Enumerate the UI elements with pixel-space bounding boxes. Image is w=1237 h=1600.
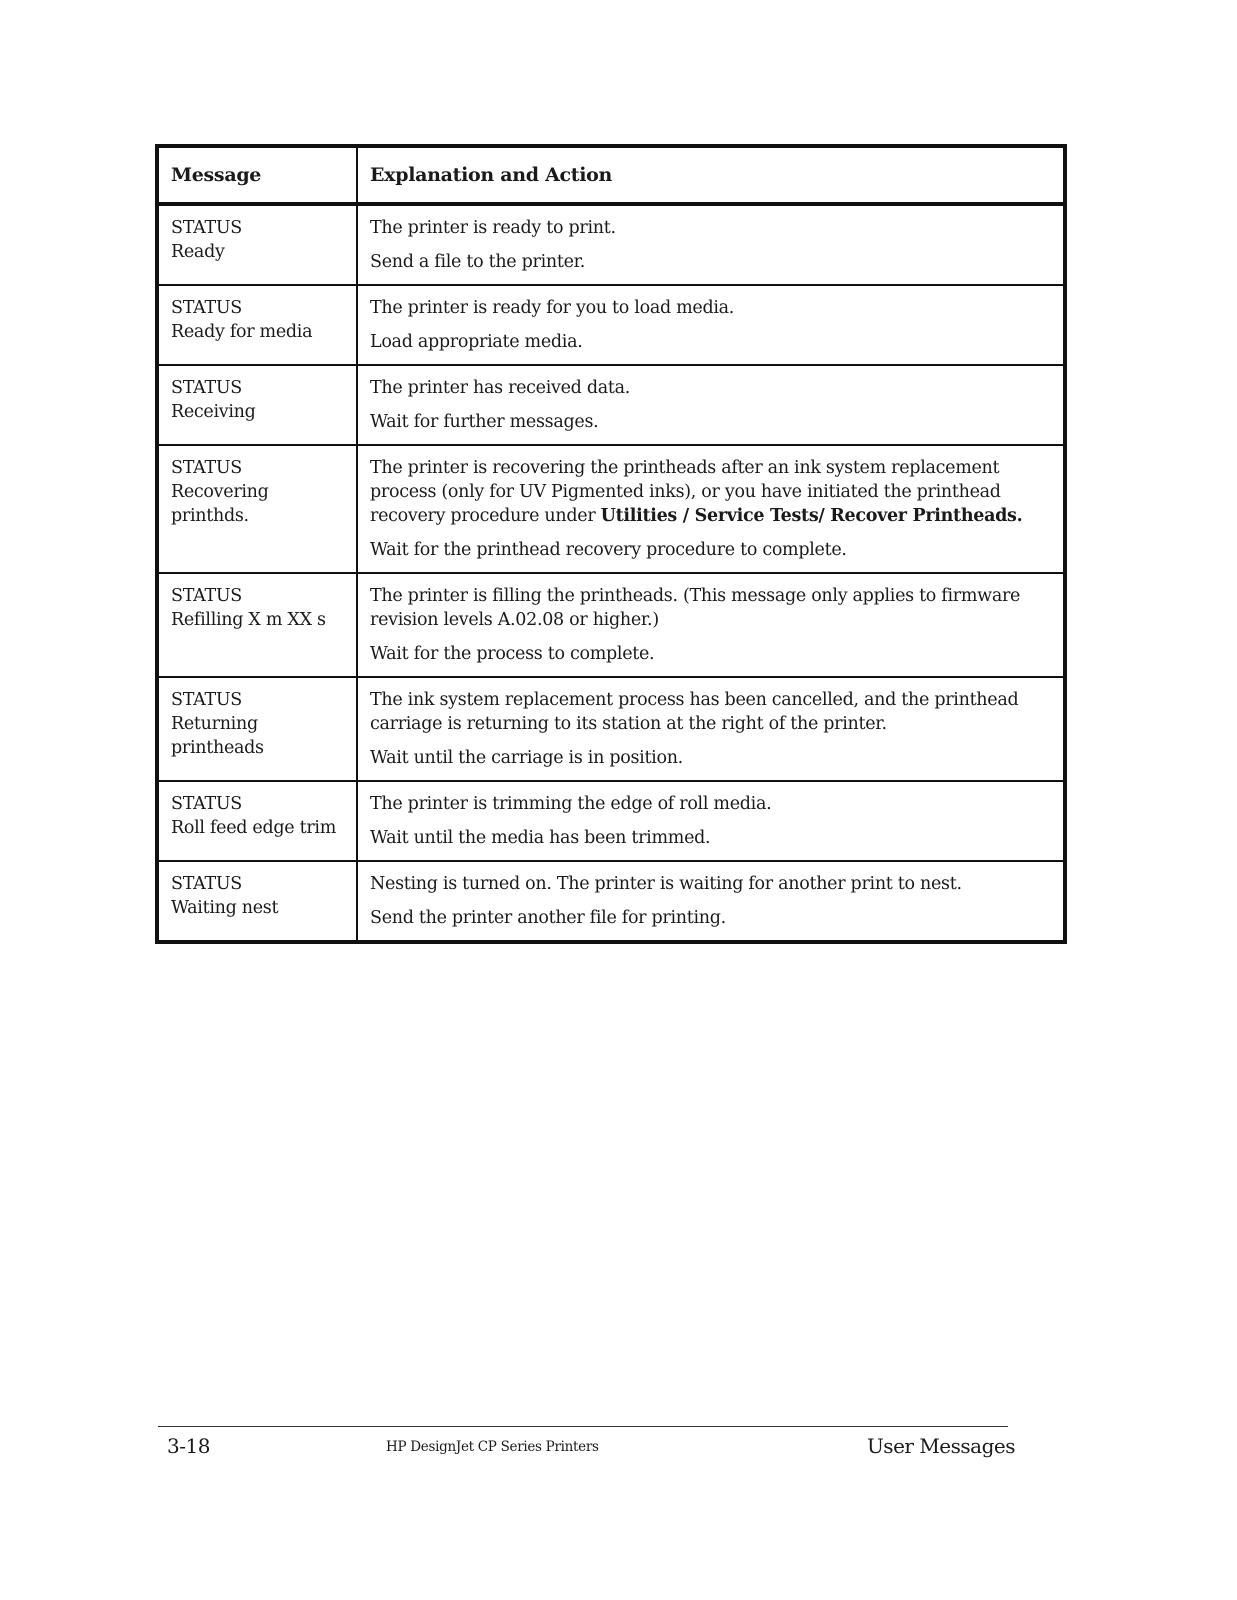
message-cell bbox=[157, 204, 357, 285]
table-row bbox=[157, 573, 1065, 677]
explanation-cell bbox=[357, 861, 1065, 942]
explanation-text: The printer has received data. bbox=[370, 378, 631, 398]
message-text: Ready bbox=[171, 242, 225, 262]
explanation-cell bbox=[357, 365, 1065, 445]
action-text: Wait for the printhead recovery procedure to complete. bbox=[370, 540, 847, 560]
message-cell bbox=[157, 285, 357, 365]
footer-divider bbox=[158, 1426, 1008, 1427]
explanation-text: The printer is recovering the printheads after an ink system replacement process (only for UV Pigmented inks), or you have initiated the printhead recovery procedure under bbox=[370, 458, 1001, 526]
explanation-text: The printer is ready to print. bbox=[370, 218, 616, 238]
table-row bbox=[157, 204, 1065, 285]
action-text: Load appropriate media. bbox=[370, 332, 583, 352]
explanation-paragraph bbox=[370, 456, 1051, 528]
explanation-text: The printer is ready for you to load media. bbox=[370, 298, 735, 318]
message-text: Ready for media bbox=[171, 322, 313, 342]
table-row bbox=[157, 781, 1065, 861]
action-text: Send a file to the printer. bbox=[370, 252, 586, 272]
status-label: STATUS bbox=[171, 378, 242, 398]
explanation-cell bbox=[357, 573, 1065, 677]
action-text: Wait for the process to complete. bbox=[370, 644, 655, 664]
section-title: User Messages bbox=[866, 1434, 1015, 1458]
explanation-text: The printer is trimming the edge of roll media. bbox=[370, 794, 772, 814]
status-label: STATUS bbox=[171, 794, 242, 814]
explanation-text: Nesting is turned on. The printer is waiting for another print to nest. bbox=[370, 874, 962, 894]
explanation-text: The ink system replacement process has been cancelled, and the printhead carriage is returning to its station at the right of the printer. bbox=[370, 690, 1019, 734]
message-cell bbox=[157, 365, 357, 445]
status-label: STATUS bbox=[171, 874, 242, 894]
status-label: STATUS bbox=[171, 298, 242, 318]
status-label: STATUS bbox=[171, 218, 242, 238]
message-cell bbox=[157, 677, 357, 781]
product-name: HP DesignJet CP Series Printers bbox=[386, 1439, 599, 1455]
explanation-cell bbox=[357, 781, 1065, 861]
table-row bbox=[157, 285, 1065, 365]
table-row bbox=[157, 677, 1065, 781]
explanation-cell bbox=[357, 445, 1065, 573]
status-label: STATUS bbox=[171, 690, 242, 710]
action-text: Wait until the media has been trimmed. bbox=[370, 828, 711, 848]
message-text: Receiving bbox=[171, 402, 256, 422]
action-text: Send the printer another file for printing. bbox=[370, 908, 726, 928]
table-row bbox=[157, 365, 1065, 445]
message-text: Recovering printhds. bbox=[171, 482, 269, 526]
explanation-cell bbox=[357, 204, 1065, 285]
action-text: Wait for further messages. bbox=[370, 412, 599, 432]
action-text: Wait until the carriage is in position. bbox=[370, 748, 683, 768]
message-text: Returning printheads bbox=[171, 714, 264, 758]
menu-path: Utilities / Service Tests/ Recover Printheads. bbox=[600, 506, 1023, 526]
status-label: STATUS bbox=[171, 458, 242, 478]
table-header-row bbox=[157, 146, 1065, 204]
message-text: Waiting nest bbox=[171, 898, 279, 918]
message-text: Refilling X m XX s bbox=[171, 610, 326, 630]
status-label: STATUS bbox=[171, 586, 242, 606]
page-number: 3-18 bbox=[167, 1434, 210, 1458]
header-explanation: Explanation and Action bbox=[357, 146, 1065, 204]
explanation-cell bbox=[357, 285, 1065, 365]
explanation-text: The printer is filling the printheads. (This message only applies to firmware revision levels A.02.08 or higher.) bbox=[370, 586, 1021, 630]
explanation-cell bbox=[357, 677, 1065, 781]
header-message: Message bbox=[157, 146, 357, 204]
table-row bbox=[157, 861, 1065, 942]
message-cell bbox=[157, 445, 357, 573]
message-cell bbox=[157, 861, 357, 942]
table-row bbox=[157, 445, 1065, 573]
message-text: Roll feed edge trim bbox=[171, 818, 336, 838]
user-messages-table bbox=[155, 144, 1067, 944]
message-cell bbox=[157, 781, 357, 861]
message-cell bbox=[157, 573, 357, 677]
